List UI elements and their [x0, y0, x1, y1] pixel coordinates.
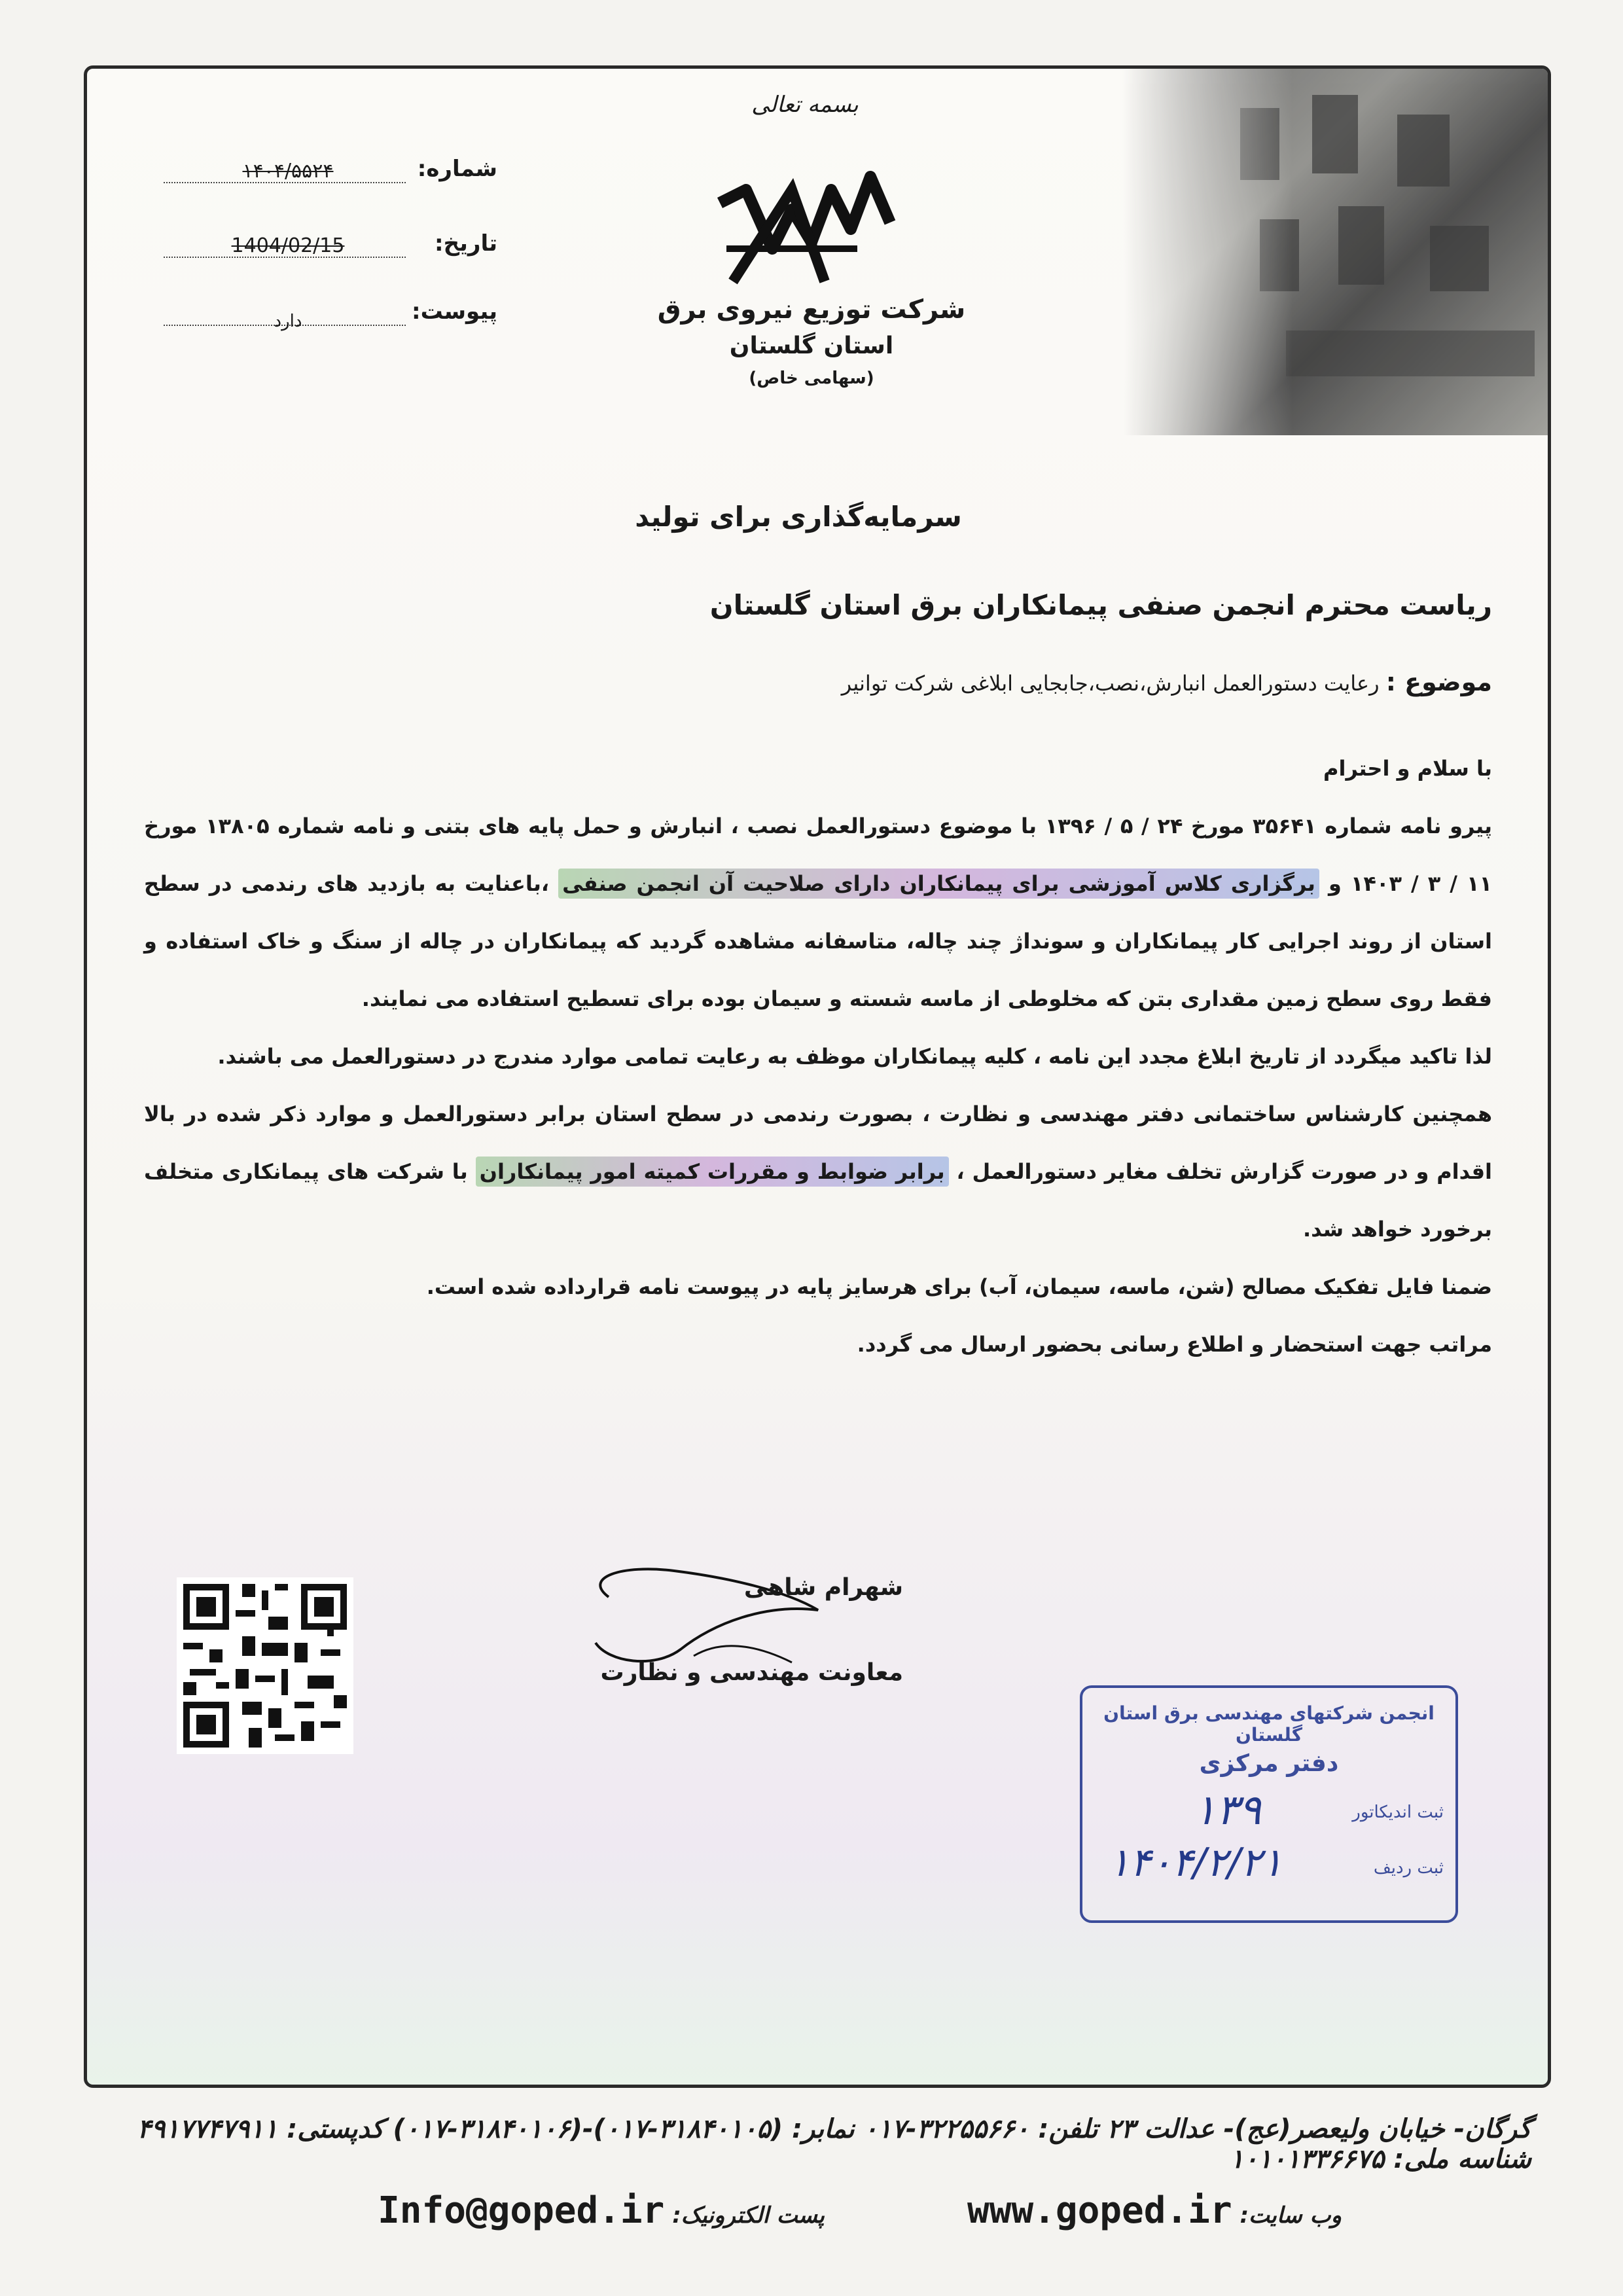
subject-line — [524, 668, 1492, 696]
footer-website — [753, 2189, 1342, 2232]
subject-text: رعایت دستورالعمل انبارش،نصب،جابجایی ابلاغی شرکت توانیر — [841, 671, 1380, 696]
stamp-row-value: ۱۴۰۴/۲/۲۱ — [1109, 1840, 1283, 1886]
footer-address: گرگان- خیابان ولیعصر(عج)- عدالت ۲۳ تلفن: ۳۲۲۵۵۶۶۰-۰۱۷ نمابر: (۳۱۸۴۰۱۰۵-۰۱۷)-(۳۱۸۴۰۱۰۶-۰۱۷) کدپستی: ۴۹۱۷۷۴۷۹۱۱ شناسه ملی: ۱۰۱۰۱۳۳۶۶۷۵ — [137, 2114, 1531, 2174]
company-name — [628, 295, 995, 388]
letter-date-label: تاریخ: — [435, 230, 497, 257]
paragraph-4: ضمنا فایل تفکیک مصالح (شن، ماسه، سیمان، آب) برای هرسایز پایه در پیوست نامه قرارداده شده است. — [426, 1274, 1492, 1299]
stamp-organization: انجمن شرکتهای مهندسی برق استان گلستان — [1103, 1702, 1435, 1746]
letter-number-row — [164, 156, 497, 195]
highlighted-phrase: برابر ضوابط و مقررات کمیته امور پیمانکاران — [476, 1157, 949, 1187]
paragraph-5: مراتب جهت استحضار و اطلاع رسانی بحضور ارسال می گردد. — [857, 1332, 1492, 1357]
company-name-line1: شرکت توزیع نیروی برق — [657, 295, 966, 325]
signer-role: معاونت مهندسی و نظارت — [600, 1659, 903, 1686]
email-link[interactable]: Info@goped.ir — [378, 2189, 665, 2232]
stamp-office: دفتر مرکزی — [1199, 1750, 1339, 1777]
paragraph-3-text-b: با شرکت های پیمانکاری متخلف برخورد خواهد شد. — [144, 1159, 1492, 1242]
letter-attachment-row — [164, 298, 497, 338]
letter-date-row — [164, 230, 497, 270]
email-label: پست الکترونیک: — [672, 2202, 825, 2229]
paragraph-2: لذا تاکید میگردد از تاریخ ابلاغ مجدد این نامه ، کلیه پیمانکاران موظف به رعایت تمامی موارد مندرج در دستورالعمل می باشند. — [217, 1044, 1492, 1069]
highlighted-phrase: برگزاری کلاس آموزشی برای پیمانکاران دارای صلاحیت آن انجمن صنفی — [558, 869, 1319, 899]
paragraph-1-text-b: ،باعنایت به بازدید های رندمی در سطح استان از روند اجرایی کار پیمانکاران و سونداژ چند چاله، متاسفانه مشاهده گردید که پیمانکاران در چاله از سنگ و خاک استفاده و فقط روی سطح زمین مقداری بتن که مخلوطی از ماسه شسته و سیمان بوده برای تسطیح استفاده می نمایند. — [144, 871, 1492, 1011]
qr-code — [177, 1577, 353, 1754]
receipt-stamp — [1080, 1685, 1458, 1923]
website-label: وب سایت: — [1240, 2202, 1342, 2229]
subject-label: موضوع : — [1385, 668, 1492, 696]
paragraph-1-text-a: پیرو نامه شماره ۳۵۶۴۱ مورخ ۲۴ / ۵ / ۱۳۹۶ با موضوع دستورالعمل نصب ، انبارش و حمل پایه های بتنی و نامه شماره ۱۳۸۰۵ مورخ ۱۱ / ۳ / ۱۴۰۳ و — [144, 814, 1493, 896]
letter-attachment-value: دارد — [274, 312, 302, 331]
letter-attachment-label: پیوست: — [412, 298, 497, 325]
letter-date-value: 1404/02/15 — [231, 234, 345, 257]
paragraph-1 — [144, 797, 1492, 1028]
building-photo — [1122, 69, 1548, 435]
addressee: ریاست محترم انجمن صنفی پیمانکاران برق استان گلستان — [709, 589, 1492, 621]
company-type: (سهامی خاص) — [749, 368, 874, 388]
company-logo — [694, 151, 910, 295]
document-title: سرمایه‌گذاری برای تولید — [635, 501, 962, 533]
stamp-row-label: ثبت ردیف — [1373, 1858, 1444, 1878]
basmala: بسمه تعالی — [751, 92, 859, 118]
footer-email — [353, 2189, 825, 2232]
stamp-indicator-label: ثبت اندیکاتور — [1352, 1803, 1444, 1822]
letter-number-value: ۱۴۰۴/۵۵۲۴ — [242, 160, 334, 183]
stamp-indicator-value: ۱۳۹ — [1194, 1786, 1262, 1835]
paragraph-3 — [144, 1085, 1492, 1258]
website-link[interactable]: www.goped.ir — [967, 2189, 1232, 2232]
greeting: با سلام و احترام — [1323, 756, 1492, 781]
signer-name: شهرام شاهی — [743, 1574, 903, 1601]
company-name-line2: استان گلستان — [729, 332, 894, 359]
paragraph-3-text-a: همچنین کارشناس ساختمانی دفتر مهندسی و نظارت ، بصورت رندمی در سطح استان برابر دستورالعمل و موارد ذکر شده در بالا اقدام و در صورت گزارش تخلف مغایر دستورالعمل ، — [144, 1102, 1493, 1184]
letter-number-label: شماره: — [417, 156, 497, 182]
letter-body — [144, 740, 1492, 1373]
